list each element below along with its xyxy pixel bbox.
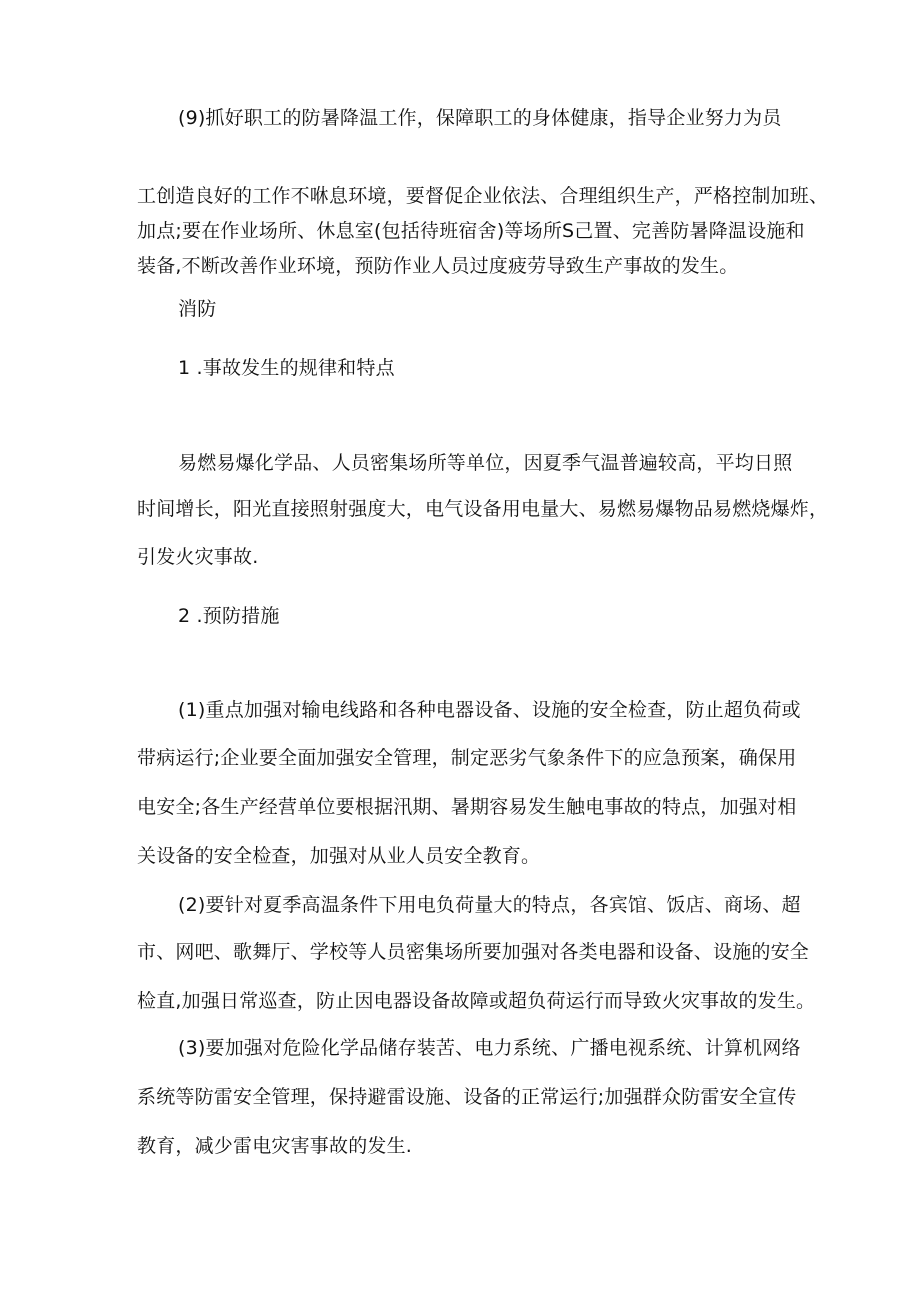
- measure-1-line-4: 关设备的安全检查，加强对从业人员安全教育。: [137, 845, 541, 867]
- heading-1: 1 .事故发生的规律和特点: [178, 357, 395, 379]
- measure-2-line-1: (2)要针对夏季高温条件下用电负荷量大的特点，各宾馆、饭店、商场、超: [178, 894, 801, 916]
- measure-2-line-3: 检直,加强日常巡查，防止因电器设备故障或超负荷运行而导致火灾事故的发生。: [137, 990, 816, 1012]
- measure-3-line-3: 教育，减少雷电灾害事故的发生.: [137, 1135, 413, 1157]
- measure-1-line-1: (1)重点加强对输电线路和各种电器设备、设施的安全检查，防止超负荷或: [178, 699, 801, 721]
- measure-2-line-2: 市、网吧、歌舞厅、学校等人员密集场所要加强对各类电器和设备、设施的安全: [137, 941, 810, 963]
- measure-3-line-2: 系统等防雷安全管理，保持避雷设施、设备的正常运行;加强群众防雷安全宣传: [137, 1086, 797, 1108]
- paragraph-9-line-4: 装备,不断改善作业环境，预防作业人员过度疲劳导致生产事故的发生。: [137, 255, 739, 277]
- measure-1-line-3: 电安全;各生产经营单位要根据汛期、暑期容易发生触电事故的特点，加强对相: [137, 796, 797, 818]
- section-title: 消防: [178, 298, 217, 320]
- heading-2: 2 .预防措施: [178, 605, 280, 627]
- measure-3-line-1: (3)要加强对危险化学品储存装苦、电力系统、广播电视系统、计算机网络: [178, 1037, 801, 1059]
- paragraph-9-line-3: 加点;要在作业场所、休息室(包括待班宿舍)等场所S己置、完善防暑降温设施和: [137, 220, 805, 242]
- paragraph-9-line-1: (9)抓好职工的防暑降温工作，保障职工的身体健康，指导企业努力为员: [178, 107, 782, 129]
- paragraph-9-line-2: 工创造良好的工作不咻息环境，要督促企业依法、合理组织生产，严格控制加班、: [137, 185, 829, 207]
- paragraph-rule-line-2: 时间增长，阳光直接照射强度大，电气设备用电量大、易燃易爆物品易燃烧爆炸，: [137, 498, 829, 520]
- measure-1-line-2: 带病运行;企业要全面加强安全管理，制定恶劣气象条件下的应急预案，确保用: [137, 747, 797, 769]
- paragraph-rule-line-1: 易燃易爆化学品、人员密集场所等单位，因夏季气温普遍较高，平均日照: [178, 452, 793, 474]
- paragraph-rule-line-3: 引发火灾事故.: [137, 546, 259, 568]
